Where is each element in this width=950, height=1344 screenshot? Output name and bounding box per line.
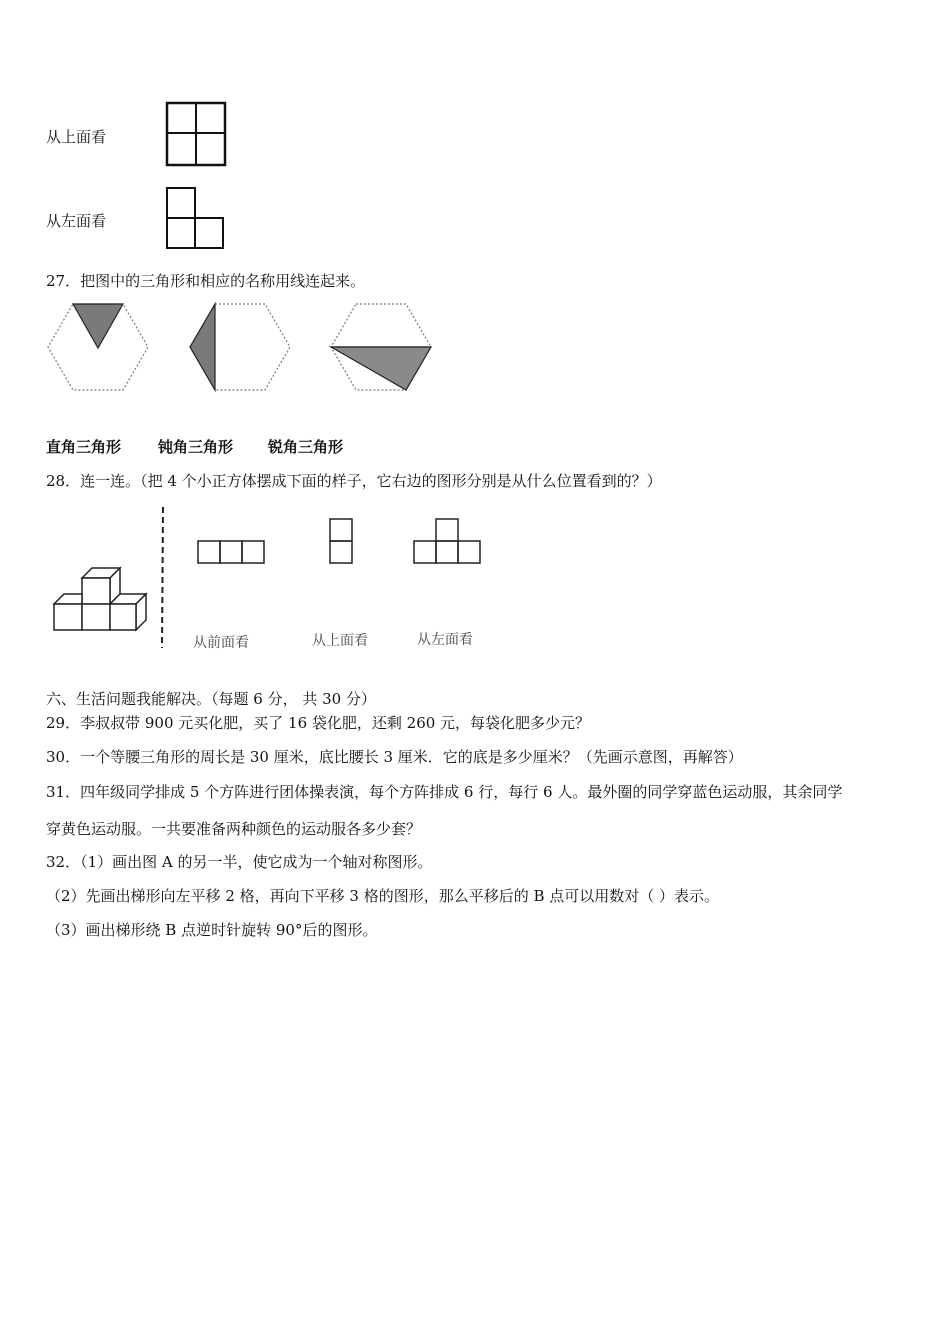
left-view-figure: [160, 182, 232, 254]
hexagon-figure-1: [44, 300, 154, 395]
hexagon-figure-3: [327, 300, 437, 395]
hexagon-figure-2: [186, 300, 296, 395]
q32-part1: 32．（1）画出图 A 的另一半，使它成为一个轴对称图形。: [46, 853, 433, 871]
q29-question: 29．李叔叔带 900 元买化肥，买了 16 袋化肥，还剩 260 元，每袋化肥多少元？: [46, 714, 591, 732]
section6-heading: 六、生活问题我能解决。（每题 6 分， 共 30 分）: [46, 690, 376, 708]
cube-stack-figure: [48, 562, 150, 638]
caption-left-view: 从左面看: [417, 632, 473, 648]
q27-question: 27．把图中的三角形和相应的名称用线连起来。: [46, 272, 366, 290]
view-figure-2: [328, 516, 356, 566]
q28-question: 28．连一连。（把 4 个小正方体摆成下面的样子，它右边的图形分别是从什么位置看到的？）: [46, 472, 662, 490]
q32-part2: （2）先画出梯形向左平移 2 格，再向下平移 3 格的图形，那么平移后的 B 点可以用数对（ ）表示。: [46, 887, 720, 905]
q31-question-line2: 穿黄色运动服。一共要准备两种颜色的运动服各多少套？: [46, 820, 422, 838]
dashed-divider: [158, 505, 168, 650]
top-view-label: 从上面看: [46, 128, 107, 146]
q31-question-line1: 31．四年级同学排成 5 个方阵进行团体操表演，每个方阵排成 6 行，每行 6 人。最外圈的同学穿蓝色运动服，其余同学: [46, 783, 843, 801]
triangle-name-obtuse: 钝角三角形: [158, 438, 234, 456]
left-view-label: 从左面看: [46, 212, 107, 230]
triangle-name-right: 直角三角形: [46, 438, 122, 456]
q30-question: 30．一个等腰三角形的周长是 30 厘米，底比腰长 3 厘米．它的底是多少厘米？（先画示意图，再解答）: [46, 748, 743, 766]
q32-part3: （3）画出梯形绕 B 点逆时针旋转 90°后的图形。: [46, 921, 378, 939]
caption-front-view: 从前面看: [193, 635, 249, 651]
caption-top-view: 从上面看: [312, 633, 368, 649]
view-figure-3: [412, 516, 484, 566]
triangle-name-acute: 锐角三角形: [268, 438, 344, 456]
view-figure-1: [196, 538, 268, 566]
top-view-figure: [160, 98, 232, 170]
